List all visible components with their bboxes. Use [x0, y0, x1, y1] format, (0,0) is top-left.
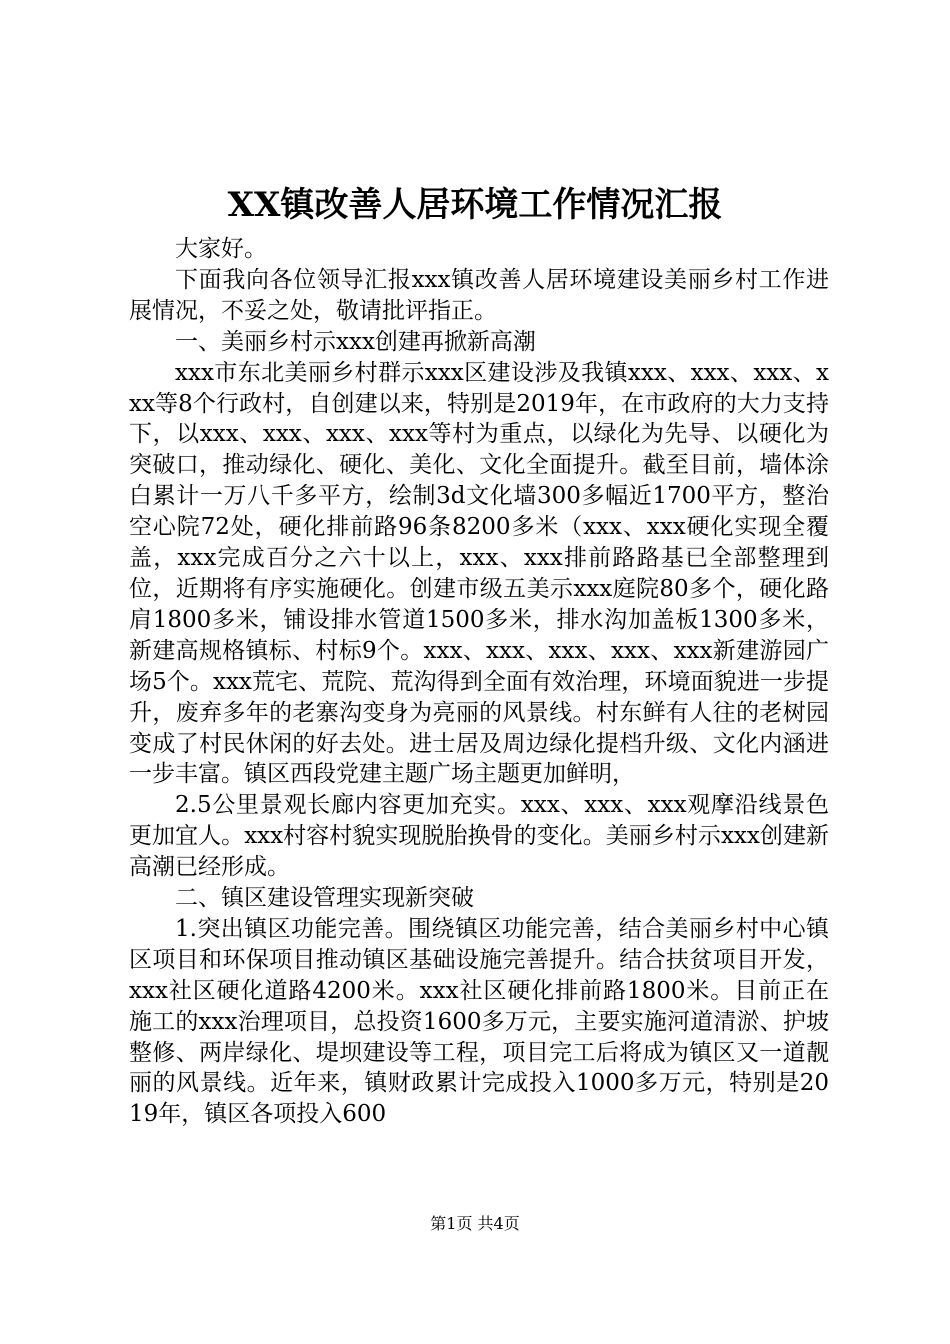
paragraph-section-1-body: xxx市东北美丽乡村群示xxx区建设涉及我镇xxx、xxx、xxx、xxx等8个行政村，自创建以来，特别是2019年，在市政府的大力支持下，以xxx、xxx、xxx、xxx等村为重点，以绿化为先导、以硬化为突破口，推动绿化、硬化、美化、文化全面提升。截至目前，墙体涂白累计一万八千多平方，绘制3d文化墙300多幅近1700平方，整治空心院72处，硬化排前路96条8200多米（xxx、xxx硬化实现全覆盖，xxx完成百分之六十以上，xxx、xxx排前路路基已全部整理到位，近期将有序实施硬化。创建市级五美示xxx庭院80多个，硬化路肩1800多米，铺设排水管道1500多米，排水沟加盖板1300多米，新建高规格镇标、村标9个。xxx、xxx、xxx、xxx、xxx新建游园广场5个。xxx荒宅、荒院、荒沟得到全面有效治理，环境面貌进一步提升，废弃多年的老寨沟变身为亮丽的风景线。村东鲜有人往的老树园变成了村民休闲的好去处。进士居及周边绿化提档升级、文化内涵进一步丰富。镇区西段党建主题广场主题更加鲜明，: [129, 359, 829, 788]
page-footer: 第1页 共4页: [430, 1214, 520, 1233]
paragraph-greeting: 大家好。: [175, 236, 267, 262]
paragraph-section-1-continued: 2.5公里景观长廊内容更加充实。xxx、xxx、xxx观摩沿线景色更加宜人。xxx村容村貌实现脱胎换骨的变化。美丽乡村示xxx创建新高潮已经形成。: [129, 792, 829, 881]
document-body: [129, 234, 829, 1130]
paragraph-section-2-item-1: 1.突出镇区功能完善。围绕镇区功能完善，结合美丽乡村中心镇区项目和环保项目推动镇区基础设施完善提升。结合扶贫项目开发，xxx社区硬化道路4200米。xxx社区硬化排前路1800米。目前正在施工的xxx治理项目，总投资1600多万元，主要实施河道清淤、护坡整修、两岸绿化、堤坝建设等工程，项目完工后将成为镇区又一道靓丽的风景线。近年来，镇财政累计完成投入1000多万元，特别是2019年，镇区各项投入600: [129, 915, 829, 1128]
section-heading-1: 一、美丽乡村示xxx创建再掀新高潮: [175, 328, 536, 355]
section-heading-2: 二、镇区建设管理实现新突破: [175, 885, 474, 912]
document-title: XX镇改善人居环境工作情况汇报: [227, 185, 723, 225]
paragraph-intro: 下面我向各位领导汇报xxx镇改善人居环境建设美丽乡村工作进展情况，不妥之处，敬请批评指正。: [129, 266, 829, 324]
